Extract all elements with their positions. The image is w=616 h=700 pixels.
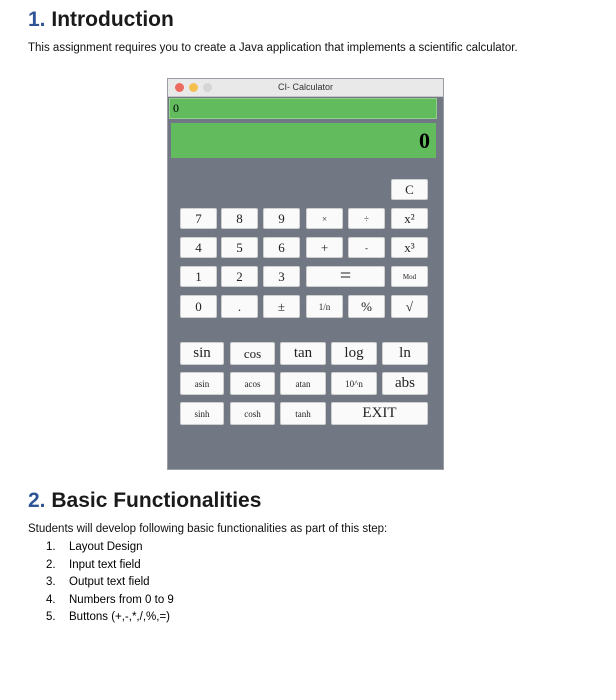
mod-button[interactable]: Mod [391, 266, 428, 287]
plus-button[interactable]: + [306, 237, 343, 258]
six-button[interactable]: 6 [263, 237, 300, 258]
section-2-number: 2. [28, 489, 46, 512]
acos-button[interactable]: acos [230, 372, 275, 395]
functionalities-list [46, 539, 174, 627]
abs-button[interactable]: abs [382, 372, 428, 395]
output-field: 0 [171, 123, 436, 158]
divide-button[interactable]: ÷ [348, 208, 385, 229]
two-button[interactable]: 2 [221, 266, 258, 287]
eight-button[interactable]: 8 [221, 208, 258, 229]
square-button[interactable]: x² [391, 208, 428, 229]
section-2-heading [28, 489, 261, 513]
input-field[interactable]: 0 [169, 98, 437, 119]
list-item: 2. Input text field [46, 558, 141, 571]
tan-button[interactable]: tan [280, 342, 326, 365]
window-titlebar [168, 79, 443, 97]
cube-button[interactable]: x³ [391, 237, 428, 258]
sin-button[interactable]: sin [180, 342, 224, 365]
equals-button[interactable]: = [306, 266, 385, 287]
list-item: 1. Layout Design [46, 541, 143, 553]
cosh-button[interactable]: cosh [230, 402, 275, 425]
ln-button[interactable]: ln [382, 342, 428, 365]
cos-button[interactable]: cos [230, 342, 275, 365]
power-of-ten-button[interactable]: 10^n [331, 372, 377, 395]
square-root-button[interactable]: √ [391, 295, 428, 318]
one-button[interactable]: 1 [180, 266, 217, 287]
clear-button[interactable]: C [391, 179, 428, 200]
list-item: 3. Output text field [46, 576, 150, 589]
decimal-point-button[interactable]: . [221, 295, 258, 318]
seven-button[interactable]: 7 [180, 208, 217, 229]
log-button[interactable]: log [331, 342, 377, 365]
nine-button[interactable]: 9 [263, 208, 300, 229]
percent-button[interactable]: % [348, 295, 385, 318]
reciprocal-button[interactable]: 1/n [306, 295, 343, 318]
calculator-window [167, 78, 444, 470]
five-button[interactable]: 5 [221, 237, 258, 258]
functionalities-paragraph: Students will develop following basic functionalities as part of this step: [28, 523, 388, 535]
atan-button[interactable]: atan [280, 372, 326, 395]
section-2-title: Basic Functionalities [51, 489, 262, 512]
tanh-button[interactable]: tanh [280, 402, 326, 425]
list-item: 4. Numbers from 0 to 9 [46, 593, 174, 606]
window-title: CI- Calculator [277, 82, 333, 92]
intro-paragraph: This assignment requires you to create a Java application that implements a scientific calculator. [28, 42, 518, 54]
section-1-number: 1. [28, 8, 46, 31]
asin-button[interactable]: asin [180, 372, 224, 395]
exit-button[interactable]: EXIT [331, 402, 428, 425]
section-1-heading [28, 8, 174, 32]
zero-button[interactable]: 0 [180, 295, 217, 318]
sinh-button[interactable]: sinh [180, 402, 224, 425]
three-button[interactable]: 3 [263, 266, 300, 287]
four-button[interactable]: 4 [180, 237, 217, 258]
list-item: 5. Buttons (+,-,*,/,%,=) [46, 611, 170, 624]
multiply-button[interactable]: × [306, 208, 343, 229]
plus-minus-button[interactable]: ± [263, 295, 300, 318]
section-1-title: Introduction [51, 8, 174, 31]
minus-button[interactable]: - [348, 237, 385, 258]
